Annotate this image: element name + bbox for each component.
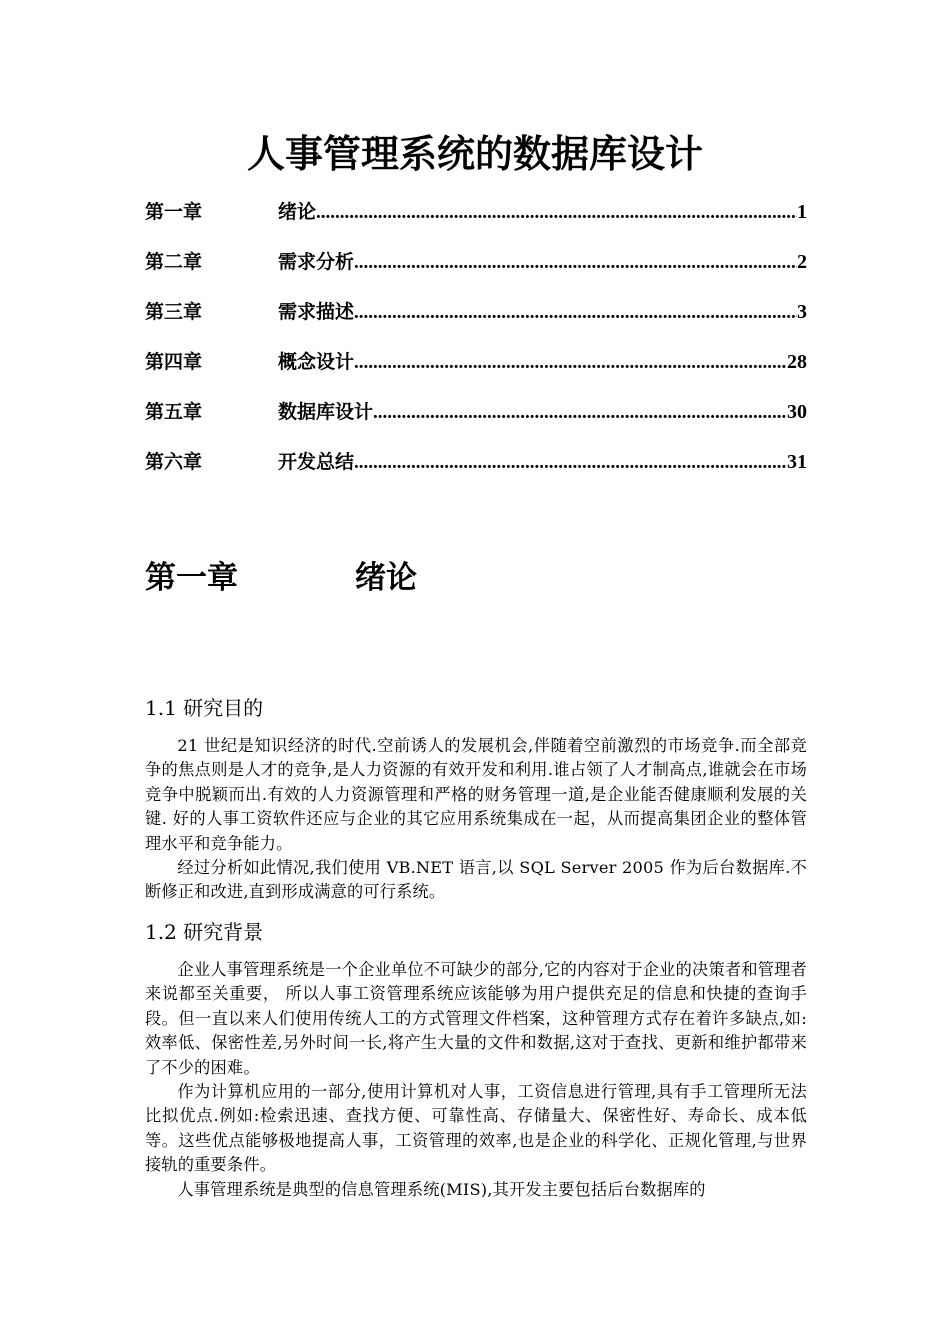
toc-entry[interactable] (145, 335, 807, 385)
chapter-title: 绪论 (355, 560, 417, 596)
chapter-heading (145, 556, 417, 600)
toc-dot-leader (373, 402, 787, 424)
toc-page-number: 1 (797, 200, 807, 223)
toc-dot-leader (354, 252, 797, 274)
toc-chapter-title: 概念设计 (278, 350, 355, 373)
paragraph: 人事管理系统是典型的信息管理系统(MIS),其开发主要包括后台数据库的 (177, 1179, 706, 1199)
paragraph: 21 世纪是知识经济的时代.空前诱人的发展机会,伴随着空前激烈的市场竞争.而全部竞争的焦点则是人才的竞争,是人力资源的有效开发和利用.谁占领了人才制高点,谁就会在市场竞争中脱颖而出.有效的人力资源管理和严格的财务管理一道,是企业能否健康顺利发展的关键. 好的人事工资软件还应与企业的其它应用系统集成在一起，从而提高集团企业的整体管理水平和竞争能力。 (145, 736, 807, 853)
toc-dot-leader (354, 302, 797, 324)
toc-chapter-number: 第三章 (145, 300, 203, 323)
toc-chapter-title: 需求分析 (278, 250, 355, 273)
toc-page-number: 3 (797, 300, 807, 323)
toc-dot-leader (354, 452, 787, 474)
section-1-2-body (145, 958, 807, 1202)
toc-entry[interactable] (145, 435, 807, 485)
paragraph: 作为计算机应用的一部分,使用计算机对人事，工资信息进行管理,具有手工管理所无法比拟优点.例如:检索迅速、查找方便、可靠性高、存储量大、保密性好、寿命长、成本低等。这些优点能够极地提高人事，工资管理的效率,也是企业的科学化、正规化管理,与世界接轨的重要条件。 (145, 1082, 807, 1175)
toc-chapter-number: 第六章 (145, 450, 203, 473)
toc-dot-leader (354, 352, 787, 374)
toc-chapter-number: 第一章 (145, 200, 203, 223)
toc-dot-leader (316, 202, 797, 224)
chapter-number: 第一章 (145, 560, 238, 596)
section-heading-1-1: 1.1 研究目的 (145, 696, 264, 720)
toc-page-number: 31 (787, 450, 807, 473)
toc-entry[interactable] (145, 235, 807, 285)
toc-chapter-number: 第四章 (145, 350, 203, 373)
toc-chapter-title: 数据库设计 (278, 400, 374, 423)
toc-chapter-number: 第五章 (145, 400, 203, 423)
toc-chapter-title: 需求描述 (278, 300, 355, 323)
toc-chapter-number: 第二章 (145, 250, 203, 273)
table-of-contents (145, 185, 807, 485)
toc-chapter-title: 绪论 (278, 200, 317, 223)
paragraph: 经过分析如此情况,我们使用 VB.NET 语言,以 SQL Server 2005 作为后台数据库.不断修正和改进,直到形成满意的可行系统。 (145, 858, 807, 902)
toc-chapter-title: 开发总结 (278, 450, 355, 473)
toc-entry[interactable] (145, 385, 807, 435)
paragraph: 企业人事管理系统是一个企业单位不可缺少的部分,它的内容对于企业的决策者和管理者来说都至关重要， 所以人事工资管理系统应该能够为用户提供充足的信息和快捷的查询手段。但一直以来人们使用传统人工的方式管理文件档案，这种管理方式存在着许多缺点,如:效率低、保密性差,另外时间一长,将产生大量的文件和数据,这对于查找、更新和维护都带来了不少的困难。 (145, 960, 807, 1077)
toc-page-number: 30 (787, 400, 807, 423)
toc-entry[interactable] (145, 185, 807, 235)
toc-page-number: 28 (787, 350, 807, 373)
section-1-1-body (145, 734, 807, 905)
document-title: 人事管理系统的数据库设计 (246, 132, 703, 176)
toc-entry[interactable] (145, 285, 807, 335)
section-heading-1-2: 1.2 研究背景 (145, 920, 264, 944)
toc-page-number: 2 (797, 250, 807, 273)
